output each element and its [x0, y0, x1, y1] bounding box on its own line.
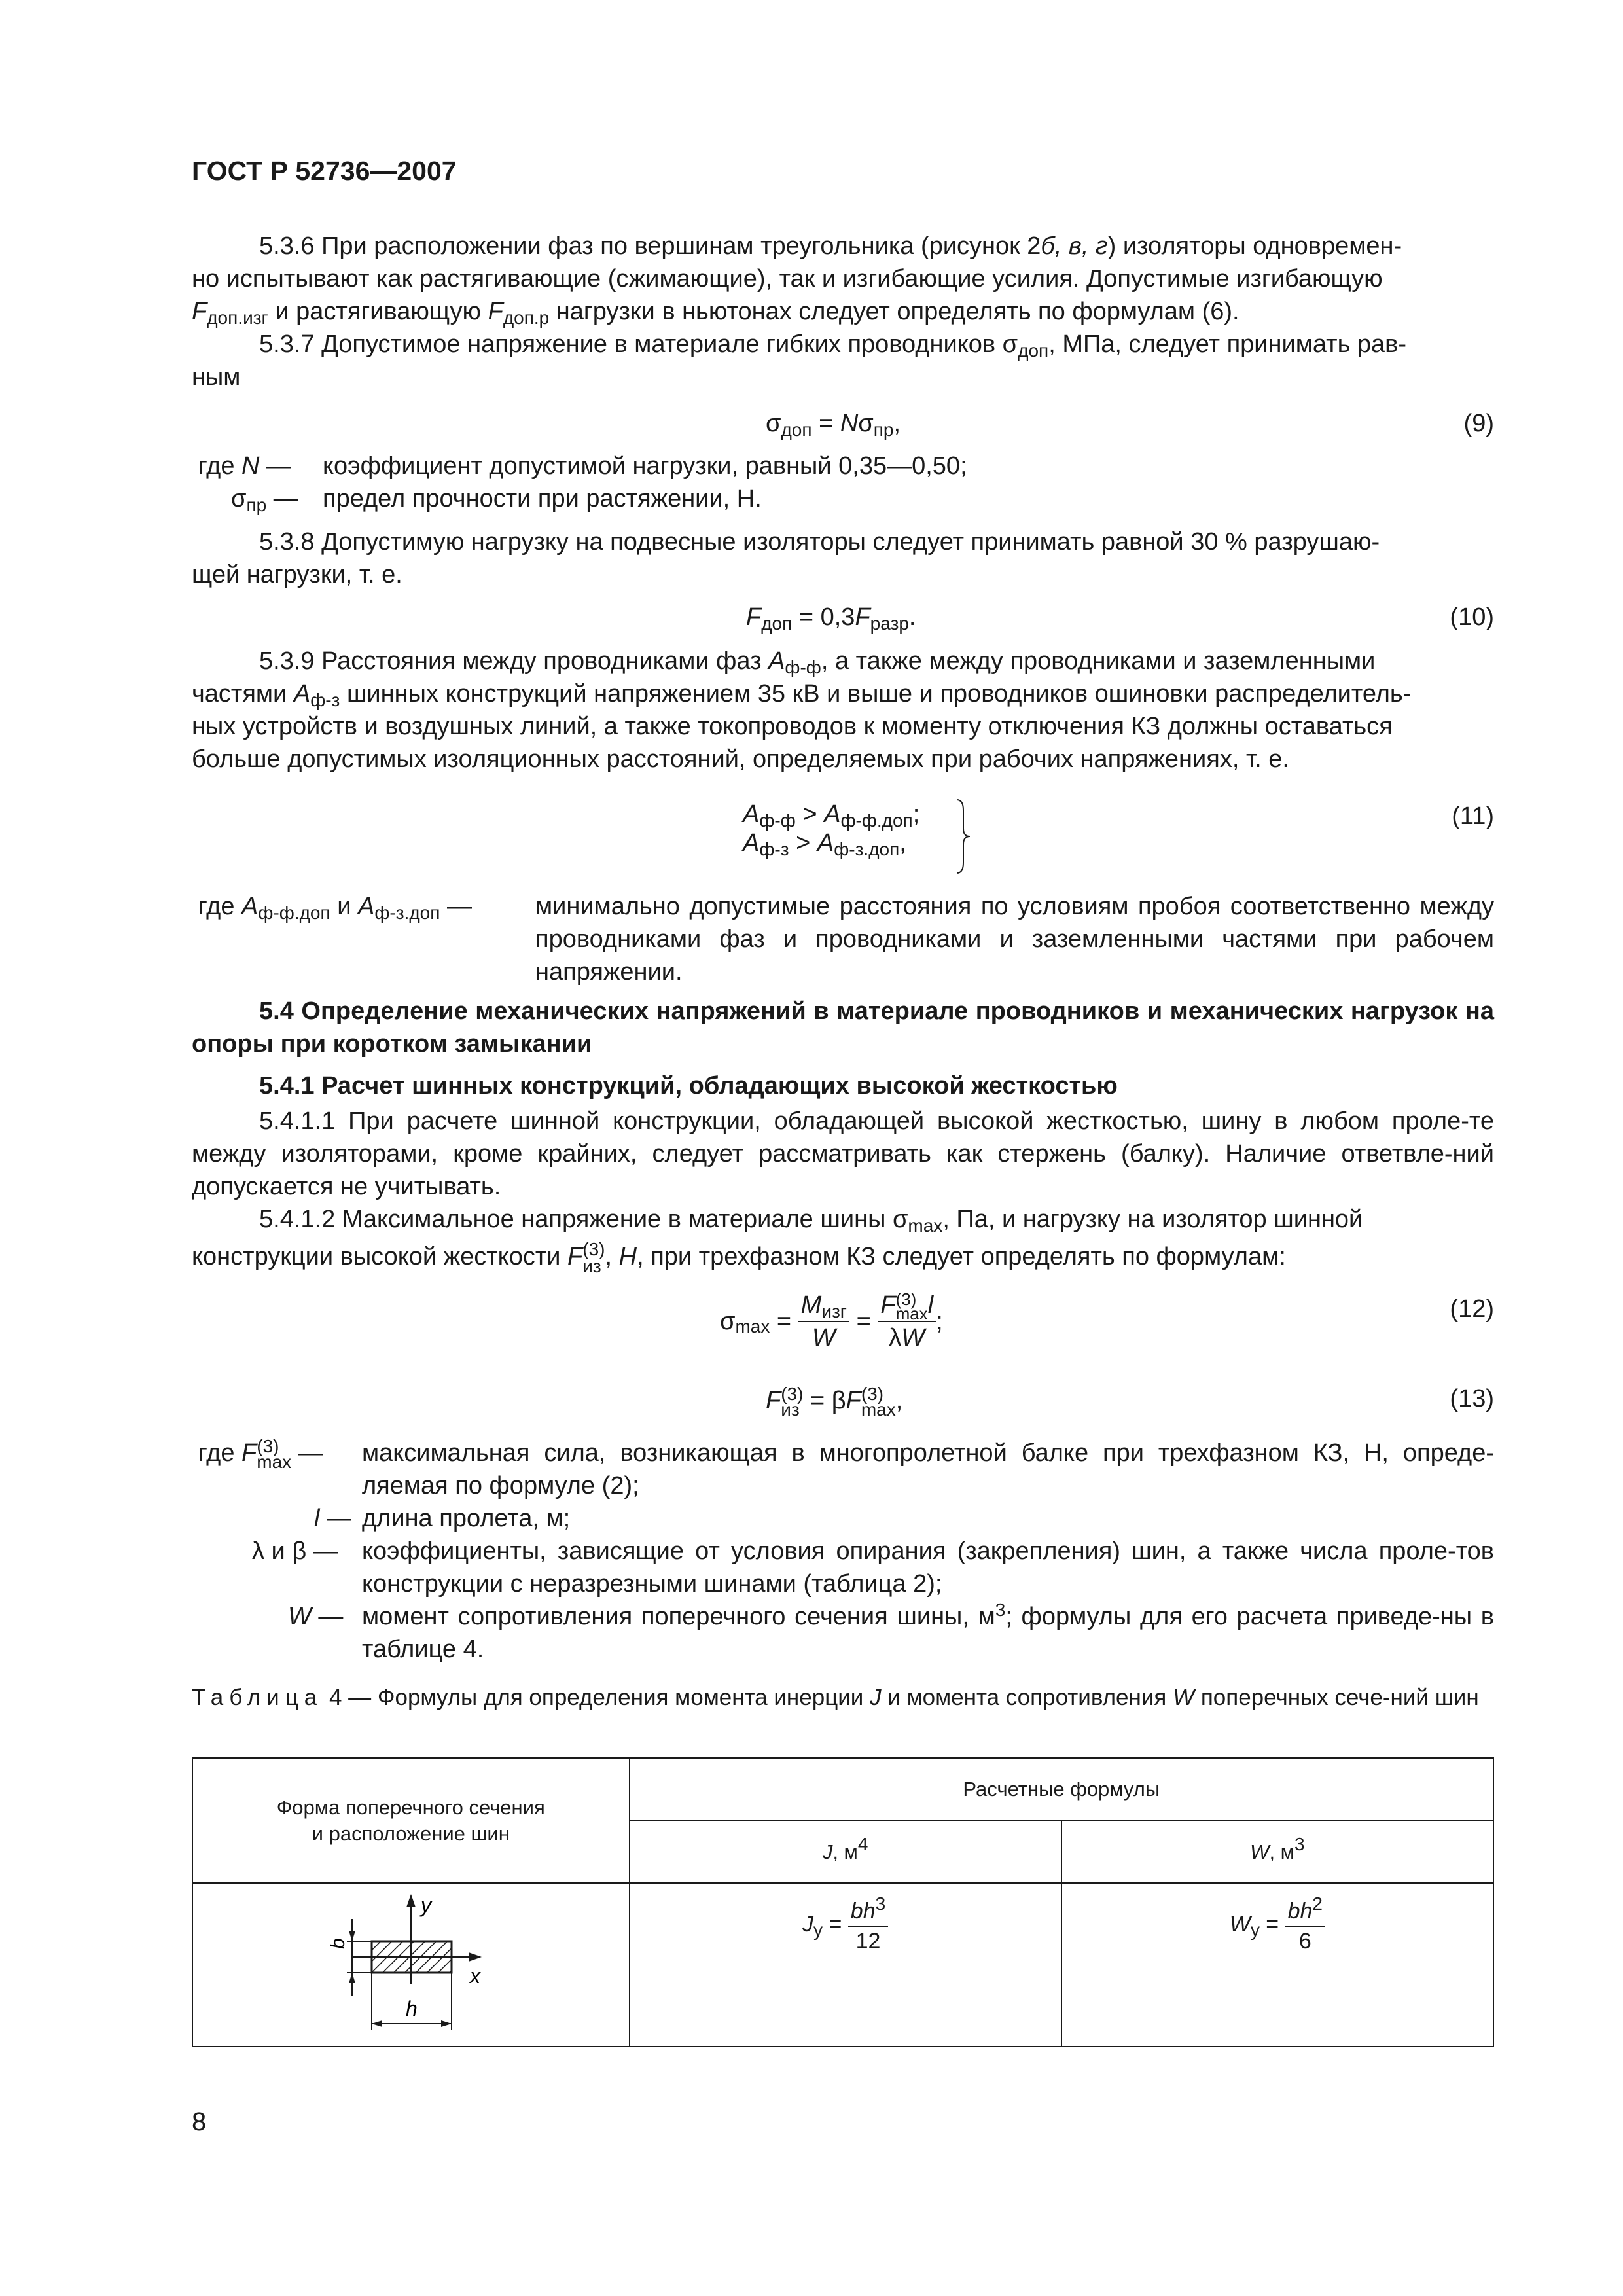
paragraph-5-3-6-line2: но испытывают как растягивающие (сжимающие), так и изгибающие усилия. Допустимые изгибающую — [192, 265, 1383, 293]
definition-term-l: l — — [314, 1505, 352, 1532]
right-brace-icon — [954, 797, 974, 876]
definition-text-sigma-pr: предел прочности при растяжении, Н. — [323, 485, 762, 512]
table-4-caption: Таблица 4 — Формулы для определения момента инерции J и момента сопротивления W поперечных сече-ний шин — [192, 1685, 1479, 1710]
paragraph-5-3-6: 5.3.6 При расположении фаз по вершинам треугольника (рисунок 2б, в, г) изоляторы одновремен- — [259, 232, 1402, 260]
definition-text-A: минимально допустимые расстояния по условиям пробоя соответственно между проводниками фаз и проводниками и заземленными частями при рабочем напряжении. — [535, 893, 1494, 986]
formula-11-number: (11) — [1452, 802, 1494, 830]
paragraph-5-3-7: 5.3.7 Допустимое напряжение в материале гибких проводников $\sigma_{доп}$, МПа, следует принимать рав- — [259, 331, 1407, 361]
table-cell-cross-section-figure — [192, 1883, 630, 2047]
table-4 — [192, 1757, 1494, 2047]
definition-text-F-max: максимальная сила, возникающая в многопролетной балке при трехфазном КЗ, Н, опреде-ляемая по формуле (2); — [362, 1439, 1494, 1499]
definition-term-F-max: где F (3) max — — [198, 1435, 323, 1472]
formula-10: $F_{доп} = 0,3F_{разр}$. — [746, 603, 916, 634]
dimension-h-label: h — [405, 1997, 418, 2020]
document-header: ГОСТ Р 52736—2007 — [192, 156, 457, 186]
formula-10-number: (10) — [1450, 603, 1494, 631]
paragraph-5-4-1-1: 5.4.1.1 При расчете шинной конструкции, обладающей высокой жесткостью, шину в любом проле-те между изоляторами, кроме крайних, следует рассматривать как стержень (балку). Наличие ответвле-ний допускается не учитывать. — [192, 1107, 1494, 1200]
table-header-J: J, $м^4$ — [630, 1821, 1061, 1883]
table-header-cross-section: Форма поперечного сечения и расположение шин — [192, 1758, 630, 1883]
paragraph-5-3-9-line3: ных устройств и воздушных линий, а также токопроводов к моменту отключения КЗ должны оставаться — [192, 713, 1393, 740]
formula-9-number: (9) — [1463, 410, 1494, 437]
table-header-W: W, $м^3$ — [1061, 1821, 1493, 1883]
paragraph-5-3-8: 5.3.8 Допустимую нагрузку на подвесные изоляторы следует принимать равной 30 % разрушаю- — [259, 528, 1380, 556]
definition-text-W: момент сопротивления поперечного сечения шины, $м^3$; формулы для его расчета приведе-ны в таблице 4. — [362, 1600, 1494, 1663]
axis-y-label: y — [420, 1893, 431, 1917]
table-cell-J-formula: $J_y$ = $\frac{bh^3}{12}$ — [630, 1883, 1061, 2047]
definition-term-A: где $A_{ф-ф.доп}$ и $A_{ф-з.доп}$ — — [198, 893, 472, 923]
formula-13-number: (13) — [1450, 1385, 1494, 1412]
formula-9: $\sigma_{доп} = N\sigma_{пр}$, — [766, 410, 901, 440]
paragraph-5-4-1-2-line2: конструкции высокой жесткости F (3) из , H, при трехфазном КЗ следует определять по формулам: — [192, 1238, 1286, 1276]
definition-text-l: длина пролета, м; — [362, 1505, 571, 1532]
definition-text-N: коэффициент допустимой нагрузки, равный 0,35—0,50; — [323, 452, 967, 480]
table-cell-W-formula: $W_y$ = $\frac{bh^2}{6}$ — [1061, 1883, 1493, 2047]
paragraph-5-4-1-2: 5.4.1.2 Максимальное напряжение в материале шины $\sigma_{max}$, Па, и нагрузку на изолятор шинной — [259, 1206, 1363, 1236]
paragraph-5-3-6-line3: $F_{доп.изг}$ и растягивающую $F_{доп.р}$ нагрузки в ньютонах следует определять по формулам (6). — [192, 298, 1240, 328]
formula-13: F (3) из = βF (3) max , — [766, 1383, 903, 1420]
paragraph-5-3-9-line2: частями $A_{ф-з}$ шинных конструкций напряжением 35 кВ и выше и проводников ошиновки распределитель- — [192, 680, 1412, 710]
paragraph-5-3-7-line2: ным — [192, 363, 241, 391]
formula-12-number: (12) — [1450, 1295, 1494, 1323]
paragraph-5-3-9: 5.3.9 Расстояния между проводниками фаз $A_{ф-ф}$, а также между проводниками и заземленными — [259, 647, 1376, 677]
axis-x-label: x — [469, 1964, 480, 1988]
formula-12: $\sigma_{max}$ = $\frac{M_{изг}}{W}$ = F (3) max l λW ; — [720, 1289, 943, 1352]
dimension-b-label: b — [327, 1938, 349, 1949]
paragraph-5-3-8-line2: щей нагрузки, т. е. — [192, 561, 402, 588]
definition-term-W: W — — [288, 1603, 344, 1630]
table-header-formulas: Расчетные формулы — [630, 1758, 1493, 1821]
formula-11-line2: $A_{ф-з} > A_{ф-з.доп}$, — [743, 829, 906, 859]
definition-text-lambda-beta: коэффициенты, зависящие от условия опирания (закрепления) шин, а также числа проле-тов конструкции с неразрезными шинами (таблица 2); — [362, 1537, 1494, 1598]
definition-term-lambda-beta: λ и β — — [252, 1537, 338, 1565]
section-5-4-1-title: 5.4.1 Расчет шинных конструкций, обладающих высокой жесткостью — [259, 1072, 1118, 1100]
paragraph-5-3-9-line4: больше допустимых изоляционных расстояний, определяемых при рабочих напряжениях, т. е. — [192, 745, 1289, 773]
definition-term-sigma-pr: $\sigma_{пр}$ — — [231, 485, 298, 515]
busbar-cross-section-figure — [313, 1886, 509, 2037]
page-number: 8 — [192, 2108, 207, 2136]
definition-term-N: где N — — [198, 452, 292, 480]
formula-11-line1: $A_{ф-ф} > A_{ф-ф.доп}$; — [743, 800, 920, 831]
section-5-4-title: 5.4 Определение механических напряжений в материале проводников и механических нагрузок на опоры при коротком замыкании — [192, 997, 1494, 1058]
